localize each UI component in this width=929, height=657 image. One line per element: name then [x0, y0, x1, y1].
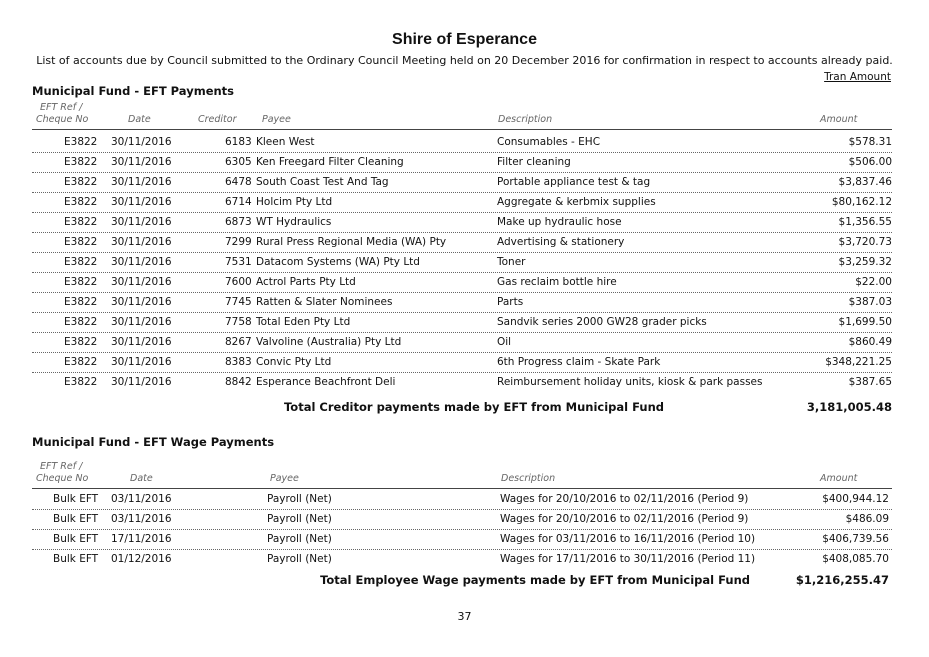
cell-payee: South Coast Test And Tag — [256, 176, 389, 188]
cell-payee: Valvoline (Australia) Pty Ltd — [256, 336, 402, 348]
table-row — [32, 152, 892, 173]
col-description: Description — [501, 473, 556, 484]
cell-ref: E3822 — [64, 196, 98, 208]
cell-description: Parts — [497, 296, 524, 308]
cell-description: Make up hydraulic hose — [497, 216, 622, 228]
document-subtitle: List of accounts due by Council submitted to the Ordinary Council Meeting held on 20 December 2016 for confirmation in respect to accounts already paid. — [36, 54, 893, 67]
cell-ref: E3822 — [64, 256, 98, 268]
cell-ref: E3822 — [64, 176, 98, 188]
cell-creditor: 8267 — [225, 336, 252, 348]
table-row — [32, 352, 892, 373]
col-description: Description — [498, 114, 553, 125]
cell-date: 30/11/2016 — [111, 216, 172, 228]
cell-payee: Rural Press Regional Media (WA) Pty — [256, 236, 447, 248]
cell-creditor: 7600 — [225, 276, 252, 288]
cell-date: 30/11/2016 — [111, 276, 172, 288]
col-payee: Payee — [262, 114, 291, 125]
cell-amount: $860.49 — [848, 336, 892, 348]
cell-amount: $3,259.32 — [838, 256, 892, 268]
cell-description: Aggregate & kerbmix supplies — [497, 196, 656, 208]
cell-payee: Payroll (Net) — [267, 513, 332, 525]
cell-payee: Payroll (Net) — [267, 493, 332, 505]
cell-date: 30/11/2016 — [111, 156, 172, 168]
cell-ref: E3822 — [64, 296, 98, 308]
table-row — [32, 172, 892, 193]
cell-amount: $348,221.25 — [825, 356, 892, 368]
table-row — [32, 252, 892, 273]
cell-creditor: 6305 — [225, 156, 252, 168]
cell-date: 01/12/2016 — [111, 553, 172, 565]
cell-ref: Bulk EFT — [53, 513, 99, 525]
cell-creditor: 7299 — [225, 236, 252, 248]
cell-description: Toner — [497, 256, 526, 268]
cell-description: Oil — [497, 336, 512, 348]
cell-creditor: 6873 — [225, 216, 252, 228]
table-row — [32, 212, 892, 233]
col-ref-line1: EFT Ref / — [40, 461, 83, 472]
eft-total-value: 3,181,005.48 — [806, 400, 892, 414]
col-ref-line2: Cheque No — [36, 473, 89, 484]
cell-amount: $3,720.73 — [838, 236, 892, 248]
cell-ref: E3822 — [64, 276, 98, 288]
cell-date: 30/11/2016 — [111, 376, 172, 388]
cell-payee: Total Eden Pty Ltd — [256, 316, 351, 328]
cell-creditor: 6183 — [225, 136, 252, 148]
cell-date: 30/11/2016 — [111, 136, 172, 148]
cell-amount: $408,085.70 — [822, 553, 889, 565]
cell-date: 03/11/2016 — [111, 493, 172, 505]
cell-creditor: 6478 — [225, 176, 252, 188]
cell-amount: $578.31 — [848, 136, 892, 148]
cell-creditor: 8842 — [225, 376, 252, 388]
cell-payee: Actrol Parts Pty Ltd — [256, 276, 356, 288]
cell-description: 6th Progress claim - Skate Park — [497, 356, 661, 368]
cell-date: 30/11/2016 — [111, 296, 172, 308]
cell-payee: Payroll (Net) — [267, 533, 332, 545]
tran-amount-label: Tran Amount — [824, 71, 891, 83]
col-date: Date — [128, 114, 151, 125]
cell-description: Wages for 20/10/2016 to 02/11/2016 (Period 9) — [500, 493, 749, 505]
cell-date: 30/11/2016 — [111, 356, 172, 368]
cell-amount: $387.03 — [848, 296, 892, 308]
table-row — [32, 529, 892, 550]
cell-ref: E3822 — [64, 216, 98, 228]
cell-description: Wages for 20/10/2016 to 02/11/2016 (Period 9) — [500, 513, 749, 525]
cell-amount: $387.65 — [848, 376, 892, 388]
cell-ref: E3822 — [64, 236, 98, 248]
cell-date: 30/11/2016 — [111, 336, 172, 348]
cell-description: Wages for 03/11/2016 to 16/11/2016 (Period 10) — [500, 533, 756, 545]
cell-description: Advertising & stationery — [497, 236, 625, 248]
cell-amount: $80,162.12 — [831, 196, 892, 208]
cell-amount: $400,944.12 — [822, 493, 889, 505]
table-row — [32, 272, 892, 293]
table-row — [32, 292, 892, 313]
cell-ref: E3822 — [64, 316, 98, 328]
table-row — [32, 332, 892, 353]
table-row — [32, 132, 892, 153]
wage-payments-section-title: Municipal Fund - EFT Wage Payments — [32, 435, 275, 449]
cell-amount: $486.09 — [845, 513, 889, 525]
cell-creditor: 8383 — [225, 356, 252, 368]
cell-amount: $22.00 — [855, 276, 892, 288]
cell-creditor: 7758 — [225, 316, 252, 328]
cell-amount: $1,356.55 — [838, 216, 892, 228]
col-amount: Amount — [820, 473, 858, 484]
cell-date: 30/11/2016 — [111, 256, 172, 268]
cell-description: Wages for 17/11/2016 to 30/11/2016 (Period 11) — [500, 553, 756, 565]
cell-payee: Payroll (Net) — [267, 553, 332, 565]
cell-date: 30/11/2016 — [111, 176, 172, 188]
cell-description: Filter cleaning — [497, 156, 571, 168]
header-divider — [32, 129, 892, 130]
col-ref-line2: Cheque No — [36, 114, 89, 125]
cell-payee: Ratten & Slater Nominees — [256, 296, 393, 308]
cell-amount: $506.00 — [848, 156, 892, 168]
cell-creditor: 7745 — [225, 296, 252, 308]
cell-date: 30/11/2016 — [111, 236, 172, 248]
cell-ref: Bulk EFT — [53, 493, 99, 505]
cell-amount: $3,837.46 — [838, 176, 892, 188]
cell-payee: Datacom Systems (WA) Pty Ltd — [256, 256, 420, 268]
cell-payee: WT Hydraulics — [256, 216, 332, 228]
table-row — [32, 312, 892, 333]
cell-amount: $1,699.50 — [838, 316, 892, 328]
cell-date: 03/11/2016 — [111, 513, 172, 525]
cell-ref: E3822 — [64, 136, 98, 148]
cell-amount: $406,739.56 — [822, 533, 889, 545]
cell-payee: Convic Pty Ltd — [256, 356, 332, 368]
cell-ref: Bulk EFT — [53, 533, 99, 545]
table-row — [32, 192, 892, 213]
cell-payee: Ken Freegard Filter Cleaning — [256, 156, 404, 168]
col-creditor: Creditor — [198, 114, 237, 125]
col-date: Date — [130, 473, 153, 484]
table-row — [32, 372, 892, 392]
cell-date: 17/11/2016 — [111, 533, 172, 545]
cell-description: Sandvik series 2000 GW28 grader picks — [497, 316, 707, 328]
cell-ref: Bulk EFT — [53, 553, 99, 565]
cell-payee: Kleen West — [256, 136, 315, 148]
cell-date: 30/11/2016 — [111, 316, 172, 328]
col-payee: Payee — [270, 473, 299, 484]
wage-total-label: Total Employee Wage payments made by EFT from Municipal Fund — [320, 573, 750, 587]
eft-total-label: Total Creditor payments made by EFT from Municipal Fund — [283, 400, 664, 414]
cell-payee: Holcim Pty Ltd — [256, 196, 333, 208]
cell-payee: Esperance Beachfront Deli — [256, 376, 396, 388]
cell-creditor: 6714 — [225, 196, 252, 208]
wage-total-value: $1,216,255.47 — [795, 573, 889, 587]
cell-description: Gas reclaim bottle hire — [497, 276, 617, 288]
col-amount: Amount — [820, 114, 858, 125]
page-number: 37 — [457, 610, 472, 623]
table-row — [32, 509, 892, 530]
cell-ref: E3822 — [64, 376, 98, 388]
cell-creditor: 7531 — [225, 256, 252, 268]
cell-description: Reimbursement holiday units, kiosk & park passes — [497, 376, 763, 388]
cell-description: Consumables - EHC — [497, 136, 601, 148]
eft-payments-section-title: Municipal Fund - EFT Payments — [32, 84, 235, 98]
document-title: Shire of Esperance — [392, 31, 537, 48]
cell-ref: E3822 — [64, 356, 98, 368]
cell-ref: E3822 — [64, 336, 98, 348]
table-row — [32, 489, 892, 510]
cell-description: Portable appliance test & tag — [497, 176, 651, 188]
col-ref-line1: EFT Ref / — [40, 102, 83, 113]
table-row — [32, 232, 892, 253]
cell-date: 30/11/2016 — [111, 196, 172, 208]
cell-ref: E3822 — [64, 156, 98, 168]
table-row — [32, 549, 892, 569]
